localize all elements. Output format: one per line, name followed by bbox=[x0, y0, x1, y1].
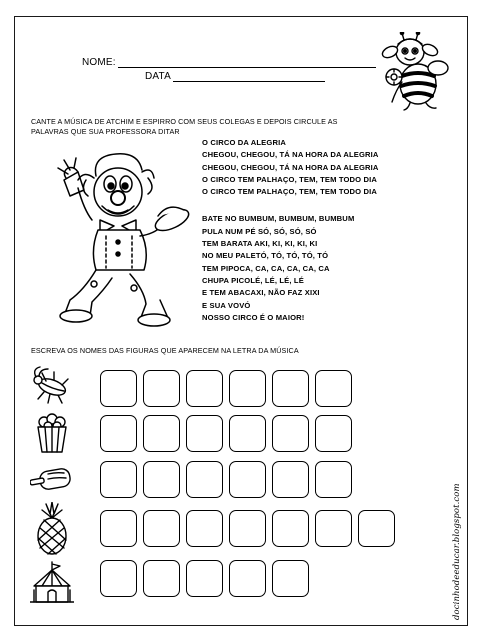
lyric-line: O CIRCO TEM PALHAÇO, TEM, TEM TODO DIA bbox=[202, 187, 378, 197]
letter-box[interactable] bbox=[229, 370, 266, 407]
letter-box[interactable] bbox=[143, 560, 180, 597]
answer-row-4 bbox=[100, 510, 395, 547]
lyric-line: NOSSO CIRCO É O MAIOR! bbox=[202, 312, 305, 322]
letter-box[interactable] bbox=[186, 370, 223, 407]
lyric-line: BATE NO BUMBUM, BUMBUM, BUMBUM bbox=[202, 214, 355, 224]
popcorn-icon bbox=[30, 412, 74, 454]
lyric-line: O CIRCO DA ALEGRIA bbox=[202, 138, 286, 147]
pineapple-icon bbox=[30, 502, 74, 556]
answer-row-1 bbox=[100, 370, 352, 407]
lyric-line: E TEM ABACAXI, NÃO FAZ XIXI bbox=[202, 288, 320, 298]
letter-box[interactable] bbox=[315, 415, 352, 452]
letter-box[interactable] bbox=[315, 461, 352, 498]
name-field[interactable] bbox=[82, 57, 376, 68]
letter-box[interactable] bbox=[272, 510, 309, 547]
lyric-line: CHEGOU, CHEGOU, TÁ NA HORA DA ALEGRIA bbox=[202, 150, 379, 160]
lyric-line: TEM PIPOCA, CA, CA, CA, CA, CA bbox=[202, 263, 330, 273]
lyric-line: E SUA VOVÓ bbox=[202, 300, 251, 310]
letter-box[interactable] bbox=[100, 461, 137, 498]
name-label: NOME: bbox=[82, 57, 116, 68]
bee-character-icon bbox=[380, 32, 452, 112]
letter-box[interactable] bbox=[229, 461, 266, 498]
letter-box[interactable] bbox=[100, 560, 137, 597]
letter-box[interactable] bbox=[186, 415, 223, 452]
write-instruction: ESCREVA OS NOMES DAS FIGURAS QUE APARECEM NA LETRA DA MÚSICA bbox=[31, 346, 299, 355]
letter-box[interactable] bbox=[272, 370, 309, 407]
letter-box[interactable] bbox=[100, 510, 137, 547]
clown-character-icon bbox=[34, 150, 194, 328]
letter-box[interactable] bbox=[100, 415, 137, 452]
letter-box[interactable] bbox=[315, 510, 352, 547]
answer-row-2 bbox=[100, 415, 352, 452]
stanza-gap bbox=[202, 198, 379, 213]
letter-box[interactable] bbox=[143, 415, 180, 452]
lyric-line: PULA NUM PÉ SÓ, SÓ, SÓ, SÓ bbox=[202, 226, 317, 236]
date-line[interactable] bbox=[173, 72, 325, 82]
lyric-line: NO MEU PALETÓ, TÓ, TÓ, TÓ, TÓ bbox=[202, 251, 329, 261]
answer-row-3 bbox=[100, 461, 352, 498]
letter-box[interactable] bbox=[229, 415, 266, 452]
date-field[interactable] bbox=[145, 71, 325, 82]
circus-tent-icon bbox=[30, 560, 74, 606]
letter-box[interactable] bbox=[272, 461, 309, 498]
blog-credit: docinhodeeducar.blogspot.com bbox=[452, 483, 462, 620]
letter-box[interactable] bbox=[272, 560, 309, 597]
popsicle-icon bbox=[30, 460, 74, 502]
letter-box[interactable] bbox=[143, 461, 180, 498]
letter-box[interactable] bbox=[229, 560, 266, 597]
cockroach-icon bbox=[30, 365, 74, 407]
letter-box[interactable] bbox=[315, 370, 352, 407]
letter-box[interactable] bbox=[186, 510, 223, 547]
name-line[interactable] bbox=[118, 58, 376, 68]
letter-box[interactable] bbox=[358, 510, 395, 547]
letter-box[interactable] bbox=[272, 415, 309, 452]
lyric-line: CHUPA PICOLÉ, LÉ, LÉ, LÉ bbox=[202, 275, 304, 285]
lyric-line: CHEGOU, CHEGOU, TÁ NA HORA DA ALEGRIA bbox=[202, 162, 379, 172]
letter-box[interactable] bbox=[143, 370, 180, 407]
letter-box[interactable] bbox=[186, 560, 223, 597]
lyric-line: O CIRCO TEM PALHAÇO, TEM, TEM TODO DIA bbox=[202, 174, 378, 184]
letter-box[interactable] bbox=[229, 510, 266, 547]
song-lyrics bbox=[202, 137, 379, 324]
date-label: DATA bbox=[145, 71, 171, 82]
letter-box[interactable] bbox=[100, 370, 137, 407]
letter-box[interactable] bbox=[143, 510, 180, 547]
sing-instruction: CANTE A MÚSICA DE ATCHIM E ESPIRRO COM SEUS COLEGAS E DEPOIS CIRCULE AS PALAVRAS QUE SUA PROFESSORA DITAR bbox=[31, 117, 338, 136]
lyric-line: TEM BARATA AKI, KI, KI, KI, KI bbox=[202, 239, 318, 249]
answer-row-5 bbox=[100, 560, 309, 597]
letter-box[interactable] bbox=[186, 461, 223, 498]
